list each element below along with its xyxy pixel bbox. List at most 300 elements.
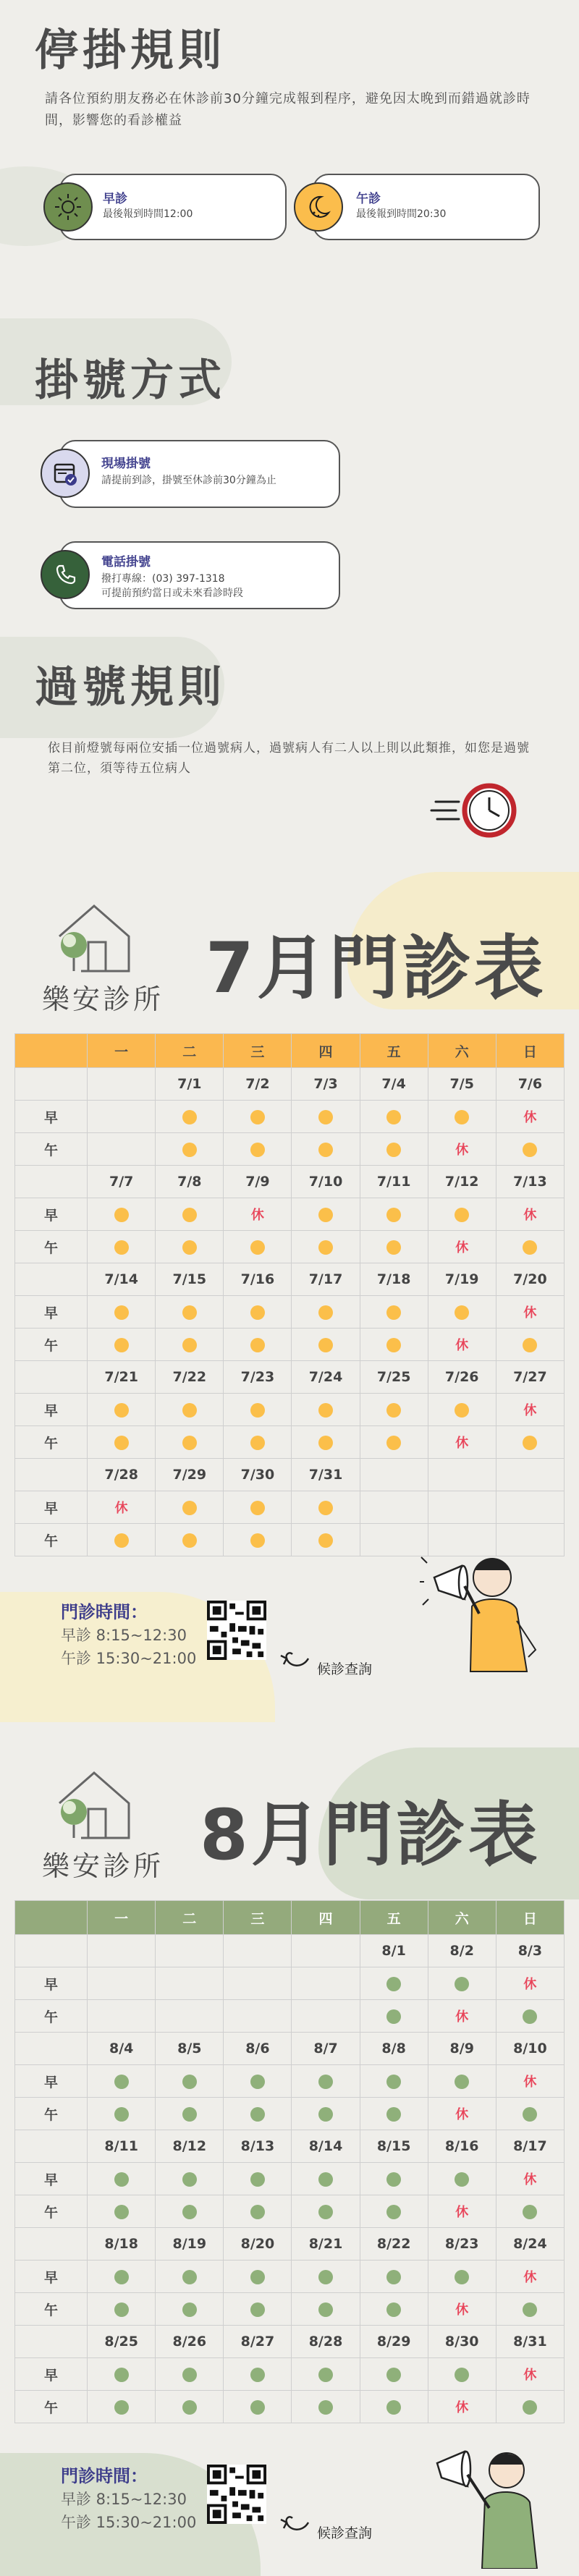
morning-row [15, 2065, 565, 2098]
open-session-cell [360, 1967, 428, 2000]
rest-label: 休 [523, 2172, 537, 2187]
july-hours-pm: 午診 15:30~21:00 [61, 1650, 197, 1667]
open-dot-icon [318, 1403, 333, 1418]
date-cell: 8/28 [292, 2326, 360, 2358]
open-dot-icon [114, 1403, 129, 1418]
open-session-cell [360, 1329, 428, 1361]
date-cell: 7/7 [88, 1166, 156, 1198]
rest-label: 休 [455, 2107, 469, 2122]
date-cell: 8/7 [292, 2033, 360, 2065]
open-session-cell [88, 2261, 156, 2293]
closed-session-cell [428, 2293, 496, 2326]
rest-label: 休 [523, 2270, 537, 2285]
open-dot-icon [250, 1338, 265, 1352]
date-row [15, 1166, 565, 1198]
open-dot-icon [182, 1533, 197, 1548]
open-dot-icon [386, 2368, 401, 2382]
open-session-cell [292, 1296, 360, 1329]
open-session-cell [156, 1231, 224, 1263]
rest-label: 休 [523, 2368, 537, 2383]
open-session-cell [88, 2293, 156, 2326]
open-dot-icon [455, 2172, 469, 2187]
open-dot-icon [318, 1533, 333, 1548]
closed-session-cell [496, 2358, 564, 2391]
closed-session-cell [428, 1329, 496, 1361]
date-cell: 7/16 [224, 1263, 292, 1296]
open-dot-icon [250, 1143, 265, 1157]
rest-label: 休 [523, 2075, 537, 2090]
row-label-empty [15, 1935, 88, 1967]
afternoon-row [15, 1426, 565, 1459]
open-session-cell [156, 2293, 224, 2326]
open-dot-icon [182, 2302, 197, 2317]
date-cell: 8/31 [496, 2326, 564, 2358]
open-session-cell [292, 2163, 360, 2195]
date-row [15, 2130, 565, 2163]
open-session-cell [428, 2163, 496, 2195]
date-cell: 8/26 [156, 2326, 224, 2358]
open-dot-icon [114, 1338, 129, 1352]
date-row [15, 2228, 565, 2261]
open-dot-icon [182, 1240, 197, 1255]
sun-icon [43, 182, 93, 232]
open-session-cell [224, 2358, 292, 2391]
july-hours-title: 門診時間： [61, 1602, 148, 1622]
open-dot-icon [182, 1143, 197, 1157]
open-session-cell [428, 1198, 496, 1231]
open-dot-icon [386, 2009, 401, 2024]
open-dot-icon [114, 1436, 129, 1450]
open-dot-icon [250, 2270, 265, 2284]
header-corner [15, 1901, 88, 1935]
open-session-cell [496, 1329, 564, 1361]
morning-row-label: 早 [15, 1101, 88, 1133]
date-cell: 7/11 [360, 1166, 428, 1198]
date-cell: 7/3 [292, 1068, 360, 1101]
open-dot-icon [182, 2107, 197, 2122]
open-dot-icon [523, 2107, 537, 2122]
row-label-empty [15, 1361, 88, 1394]
empty-cell [156, 1967, 224, 2000]
date-cell: 8/14 [292, 2130, 360, 2163]
closed-session-cell [428, 2195, 496, 2228]
open-dot-icon [250, 1305, 265, 1320]
open-session-cell [292, 2065, 360, 2098]
row-label-empty [15, 2033, 88, 2065]
open-session-cell [156, 1296, 224, 1329]
afternoon-row-label: 午 [15, 1426, 88, 1459]
open-dot-icon [250, 1436, 265, 1450]
open-session-cell [224, 1133, 292, 1166]
weekday-header: 日 [496, 1034, 564, 1068]
date-cell [156, 1935, 224, 1967]
phone-label: 電話掛號 [101, 555, 151, 569]
afternoon-row [15, 2000, 565, 2033]
open-dot-icon [523, 2400, 537, 2415]
rest-label: 休 [523, 1305, 537, 1321]
open-dot-icon [386, 1338, 401, 1352]
date-cell: 7/20 [496, 1263, 564, 1296]
open-session-cell [224, 2195, 292, 2228]
morning-row-label: 早 [15, 1198, 88, 1231]
open-dot-icon [455, 2075, 469, 2089]
open-session-cell [496, 2098, 564, 2130]
open-dot-icon [386, 2172, 401, 2187]
morning-row-label: 早 [15, 2358, 88, 2391]
open-dot-icon [386, 1143, 401, 1157]
open-session-cell [360, 2261, 428, 2293]
open-session-cell [496, 2195, 564, 2228]
open-dot-icon [318, 2205, 333, 2219]
weekday-header: 三 [224, 1034, 292, 1068]
rest-label: 休 [523, 1208, 537, 1223]
afternoon-row-label: 午 [15, 1133, 88, 1166]
weekday-header: 五 [360, 1901, 428, 1935]
rest-label: 休 [455, 1436, 469, 1451]
clinic-name: 樂安診所 [42, 1850, 164, 1882]
morning-row [15, 2261, 565, 2293]
row-label-empty [15, 1166, 88, 1198]
open-session-cell [428, 1101, 496, 1133]
open-dot-icon [386, 2400, 401, 2415]
date-cell: 8/17 [496, 2130, 564, 2163]
open-dot-icon [523, 1436, 537, 1450]
date-cell: 8/24 [496, 2228, 564, 2261]
date-cell: 7/1 [156, 1068, 224, 1101]
date-cell: 7/23 [224, 1361, 292, 1394]
header-corner [15, 1034, 88, 1068]
phone-note: 可提前預約當日或未來看診時段 [101, 588, 243, 599]
august-query-link[interactable]: 候診查詢 [317, 2525, 373, 2541]
open-dot-icon [114, 1305, 129, 1320]
open-dot-icon [523, 1143, 537, 1157]
open-dot-icon [386, 1403, 401, 1418]
open-dot-icon [114, 2075, 129, 2089]
date-row [15, 1263, 565, 1296]
afternoon-row-label: 午 [15, 2000, 88, 2033]
morning-row [15, 1101, 565, 1133]
open-dot-icon [318, 2107, 333, 2122]
empty-cell [428, 1491, 496, 1524]
date-cell: 7/25 [360, 1361, 428, 1394]
open-session-cell [156, 1426, 224, 1459]
open-session-cell [292, 1426, 360, 1459]
open-session-cell [224, 2098, 292, 2130]
weekday-header: 二 [156, 1901, 224, 1935]
open-session-cell [156, 1491, 224, 1524]
morning-row [15, 2358, 565, 2391]
rest-label: 休 [455, 1338, 469, 1353]
rest-label: 休 [523, 1403, 537, 1418]
rest-label: 休 [523, 1977, 537, 1992]
date-cell: 7/9 [224, 1166, 292, 1198]
empty-cell [360, 1491, 428, 1524]
missed-title: 過號規則 [35, 662, 226, 713]
july-hours-am: 早診 8:15~12:30 [61, 1627, 187, 1644]
date-cell [88, 1935, 156, 1967]
house-logo-icon [43, 899, 145, 978]
open-dot-icon [250, 1110, 265, 1124]
weekday-header: 四 [292, 1034, 360, 1068]
open-session-cell [360, 2163, 428, 2195]
open-dot-icon [182, 1110, 197, 1124]
onsite-card [59, 440, 340, 508]
open-session-cell [88, 2358, 156, 2391]
open-dot-icon [523, 1338, 537, 1352]
date-cell: 7/21 [88, 1361, 156, 1394]
date-cell: 7/31 [292, 1459, 360, 1491]
date-cell: 7/27 [496, 1361, 564, 1394]
afternoon-row [15, 2391, 565, 2423]
weekday-header: 四 [292, 1901, 360, 1935]
weekday-header: 一 [88, 1034, 156, 1068]
date-cell: 8/4 [88, 2033, 156, 2065]
row-label-empty [15, 1459, 88, 1491]
date-cell [88, 1068, 156, 1101]
open-dot-icon [455, 1403, 469, 1418]
open-dot-icon [114, 2205, 129, 2219]
date-cell: 7/14 [88, 1263, 156, 1296]
closed-session-cell [428, 1426, 496, 1459]
date-cell: 7/5 [428, 1068, 496, 1101]
rules-paragraph: 請各位預約朋友務必在休診前30分鐘完成報到程序，避免因太晚到而錯過就診時間，影響您的看診權益 [45, 91, 531, 128]
open-dot-icon [114, 2302, 129, 2317]
open-session-cell [224, 2065, 292, 2098]
weekday-header-row [15, 1034, 565, 1068]
open-session-cell [292, 1133, 360, 1166]
open-dot-icon [523, 2205, 537, 2219]
open-dot-icon [455, 1305, 469, 1320]
rest-label: 休 [250, 1208, 264, 1223]
morning-label: 早診 [103, 192, 127, 206]
open-session-cell [224, 2391, 292, 2423]
open-session-cell [88, 2195, 156, 2228]
open-session-cell [224, 2163, 292, 2195]
date-cell [496, 1459, 564, 1491]
weekday-header: 六 [428, 1901, 496, 1935]
date-cell: 8/27 [224, 2326, 292, 2358]
open-dot-icon [455, 1110, 469, 1124]
open-session-cell [360, 2293, 428, 2326]
open-dot-icon [114, 1208, 129, 1222]
calendar-check-icon [41, 449, 90, 498]
afternoon-card [313, 174, 540, 240]
date-cell: 7/17 [292, 1263, 360, 1296]
open-session-cell [360, 1394, 428, 1426]
rest-label: 休 [455, 1143, 469, 1158]
closed-session-cell [496, 2261, 564, 2293]
clinic-name: 樂安診所 [42, 983, 164, 1015]
open-session-cell [496, 1231, 564, 1263]
open-dot-icon [523, 1240, 537, 1255]
date-cell: 7/15 [156, 1263, 224, 1296]
open-session-cell [88, 1426, 156, 1459]
row-label-empty [15, 2326, 88, 2358]
open-session-cell [88, 2065, 156, 2098]
closed-session-cell [428, 2098, 496, 2130]
open-session-cell [224, 1394, 292, 1426]
afternoon-row [15, 2195, 565, 2228]
qr-code[interactable] [207, 1601, 266, 1660]
date-cell: 7/22 [156, 1361, 224, 1394]
open-dot-icon [182, 1403, 197, 1418]
closed-session-cell [496, 2065, 564, 2098]
open-dot-icon [114, 2172, 129, 2187]
date-cell: 8/21 [292, 2228, 360, 2261]
open-session-cell [156, 2065, 224, 2098]
open-session-cell [292, 1329, 360, 1361]
open-dot-icon [250, 2400, 265, 2415]
date-cell: 7/6 [496, 1068, 564, 1101]
open-session-cell [428, 1967, 496, 2000]
open-dot-icon [318, 1436, 333, 1450]
open-dot-icon [386, 1977, 401, 1991]
morning-row-label: 早 [15, 1296, 88, 1329]
date-row [15, 2033, 565, 2065]
open-dot-icon [250, 2205, 265, 2219]
date-cell: 8/13 [224, 2130, 292, 2163]
morning-row-label: 早 [15, 2261, 88, 2293]
open-dot-icon [386, 2107, 401, 2122]
open-dot-icon [250, 1403, 265, 1418]
open-session-cell [88, 1394, 156, 1426]
open-session-cell [88, 1524, 156, 1556]
empty-cell [224, 2000, 292, 2033]
empty-cell [224, 1967, 292, 2000]
open-session-cell [496, 2293, 564, 2326]
qr-code[interactable] [207, 2465, 266, 2524]
open-dot-icon [250, 2107, 265, 2122]
date-cell: 8/1 [360, 1935, 428, 1967]
date-row [15, 2326, 565, 2358]
date-cell: 7/29 [156, 1459, 224, 1491]
july-title: 7月門診表 [206, 928, 546, 1009]
open-session-cell [156, 2261, 224, 2293]
afternoon-row-label: 午 [15, 2098, 88, 2130]
open-dot-icon [455, 1977, 469, 1991]
afternoon-label: 午診 [356, 192, 381, 206]
date-cell: 8/6 [224, 2033, 292, 2065]
open-dot-icon [386, 2205, 401, 2219]
open-dot-icon [182, 2368, 197, 2382]
rest-label: 休 [523, 1110, 537, 1125]
open-dot-icon [386, 1305, 401, 1320]
open-dot-icon [318, 2302, 333, 2317]
open-session-cell [224, 1491, 292, 1524]
open-session-cell [360, 1296, 428, 1329]
empty-cell [88, 1101, 156, 1133]
morning-note: 最後報到時間12:00 [103, 208, 193, 220]
date-cell [224, 1935, 292, 1967]
empty-cell [88, 2000, 156, 2033]
empty-cell [88, 1967, 156, 2000]
phone-icon [41, 550, 90, 599]
empty-cell [292, 2000, 360, 2033]
open-session-cell [88, 2391, 156, 2423]
date-cell: 7/28 [88, 1459, 156, 1491]
date-cell: 7/8 [156, 1166, 224, 1198]
open-session-cell [156, 2391, 224, 2423]
open-session-cell [224, 1101, 292, 1133]
open-session-cell [496, 2000, 564, 2033]
weekday-header: 六 [428, 1034, 496, 1068]
open-dot-icon [182, 2172, 197, 2187]
open-session-cell [224, 1296, 292, 1329]
open-session-cell [360, 2000, 428, 2033]
open-session-cell [360, 1133, 428, 1166]
date-cell: 7/12 [428, 1166, 496, 1198]
july-query-link[interactable]: 候診查詢 [317, 1661, 373, 1677]
open-session-cell [428, 2065, 496, 2098]
date-cell: 8/20 [224, 2228, 292, 2261]
date-cell: 7/2 [224, 1068, 292, 1101]
open-dot-icon [318, 1240, 333, 1255]
empty-cell [88, 1133, 156, 1166]
rest-label: 休 [114, 1501, 128, 1516]
open-session-cell [156, 1198, 224, 1231]
open-session-cell [496, 2391, 564, 2423]
open-dot-icon [386, 1436, 401, 1450]
open-dot-icon [455, 2270, 469, 2284]
date-cell: 8/29 [360, 2326, 428, 2358]
date-cell: 8/8 [360, 2033, 428, 2065]
open-session-cell [360, 1198, 428, 1231]
registration-title: 掛號方式 [35, 355, 226, 406]
open-dot-icon [182, 1436, 197, 1450]
open-session-cell [292, 1524, 360, 1556]
open-dot-icon [386, 2302, 401, 2317]
closed-session-cell [428, 1231, 496, 1263]
open-dot-icon [114, 2368, 129, 2382]
open-dot-icon [250, 1533, 265, 1548]
closed-session-cell [496, 1101, 564, 1133]
date-cell [360, 1459, 428, 1491]
open-dot-icon [182, 1338, 197, 1352]
afternoon-row-label: 午 [15, 1329, 88, 1361]
open-dot-icon [250, 2368, 265, 2382]
august-hours-am: 早診 8:15~12:30 [61, 2491, 187, 2508]
open-session-cell [292, 1198, 360, 1231]
open-dot-icon [318, 1143, 333, 1157]
date-cell: 8/16 [428, 2130, 496, 2163]
open-session-cell [156, 2163, 224, 2195]
open-session-cell [428, 2358, 496, 2391]
closed-session-cell [428, 2391, 496, 2423]
open-dot-icon [318, 2368, 333, 2382]
onsite-label: 現場掛號 [101, 457, 151, 471]
open-dot-icon [318, 2270, 333, 2284]
date-cell: 7/4 [360, 1068, 428, 1101]
date-cell: 7/30 [224, 1459, 292, 1491]
rest-label: 休 [455, 2400, 469, 2415]
open-dot-icon [318, 1338, 333, 1352]
open-session-cell [292, 2261, 360, 2293]
open-dot-icon [318, 2172, 333, 2187]
open-session-cell [360, 2358, 428, 2391]
open-session-cell [156, 2195, 224, 2228]
weekday-header: 日 [496, 1901, 564, 1935]
date-cell: 8/18 [88, 2228, 156, 2261]
open-session-cell [224, 1231, 292, 1263]
rules-title: 停掛規則 [35, 25, 226, 76]
open-session-cell [496, 1133, 564, 1166]
open-dot-icon [386, 2270, 401, 2284]
open-dot-icon [114, 2270, 129, 2284]
open-session-cell [88, 1198, 156, 1231]
morning-row-label: 早 [15, 2065, 88, 2098]
afternoon-row [15, 2293, 565, 2326]
open-dot-icon [318, 2400, 333, 2415]
